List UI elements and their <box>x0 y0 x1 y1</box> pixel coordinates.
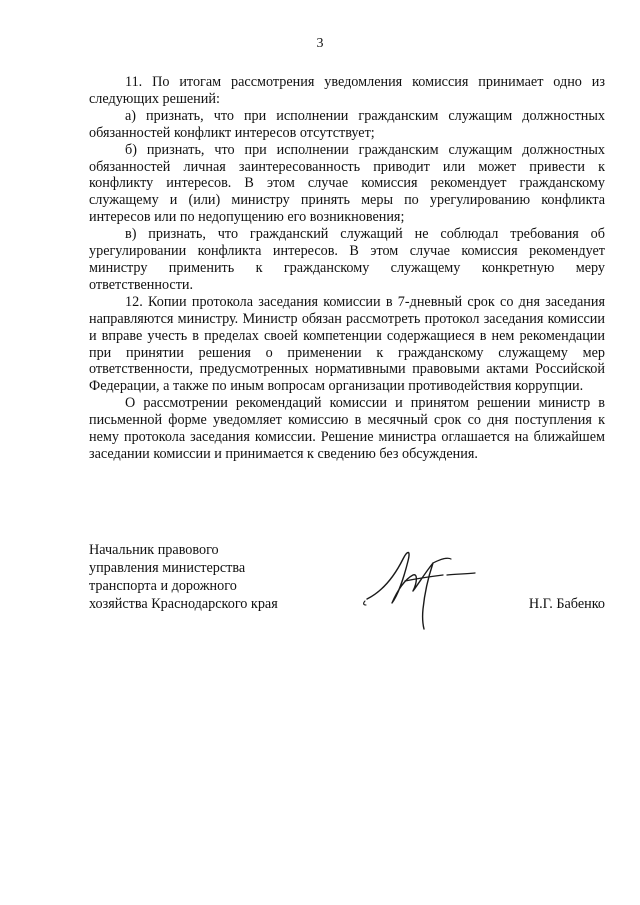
signer-title-line: управления министерства <box>89 560 246 576</box>
paragraph-11-b: б) признать, что при исполнении гражданским служащим должностных обязанностей личная заинтересованность приводит или может привести к конфликту интересов. В этом случае комиссия рекомендует гражданскому служащему и (или) министру принять меры по урегулированию конфликта интересов или по недопущению его возникновения; <box>89 141 605 226</box>
document-body <box>89 74 605 463</box>
signer-title-line: хозяйства Краснодарского края <box>89 596 278 612</box>
paragraph-11: 11. По итогам рассмотрения уведомления комиссия принимает одно из следующих решений: <box>89 74 605 107</box>
signer-name: Н.Г. Бабенко <box>528 596 605 612</box>
paragraph-decision: О рассмотрении рекомендаций комиссии и принятом решении министр в письменной форме уведомляет комиссию в месячный срок со дня поступления к нему протокола заседания комиссии. Решение министра оглашается на ближайшем заседании комиссии и принимается к сведению без обсуждения. <box>89 395 605 462</box>
paragraph-11-c: в) признать, что гражданский служащий не соблюдал требования об урегулировании конфликта интересов. В этом случае комиссия рекомендует министру применить к гражданскому служащему конкретную меру ответственности. <box>89 226 605 293</box>
paragraph-12: 12. Копии протокола заседания комиссии в 7-дневный срок со дня заседания направляются министру. Министр обязан рассмотреть протокол заседания комиссии и вправе учесть в пределах своей компетенции содержащиеся в нем рекомендации при принятии решения о применении к гражданскому служащему мер ответственности, предусмотренных нормативными правовыми актами Российской Федерации, а также по иным вопросам организации противодействия коррупции. <box>89 293 605 395</box>
signer-title <box>89 541 329 613</box>
signer-title-line: Начальник правового <box>89 542 219 558</box>
paragraph-11-a: а) признать, что при исполнении гражданским служащим должностных обязанностей конфликт интересов отсутствует; <box>89 107 605 141</box>
signer-title-line: транспорта и дорожного <box>89 578 237 594</box>
page-number: 3 <box>316 36 324 51</box>
signature-block <box>89 541 605 631</box>
handwritten-signature <box>361 541 481 631</box>
